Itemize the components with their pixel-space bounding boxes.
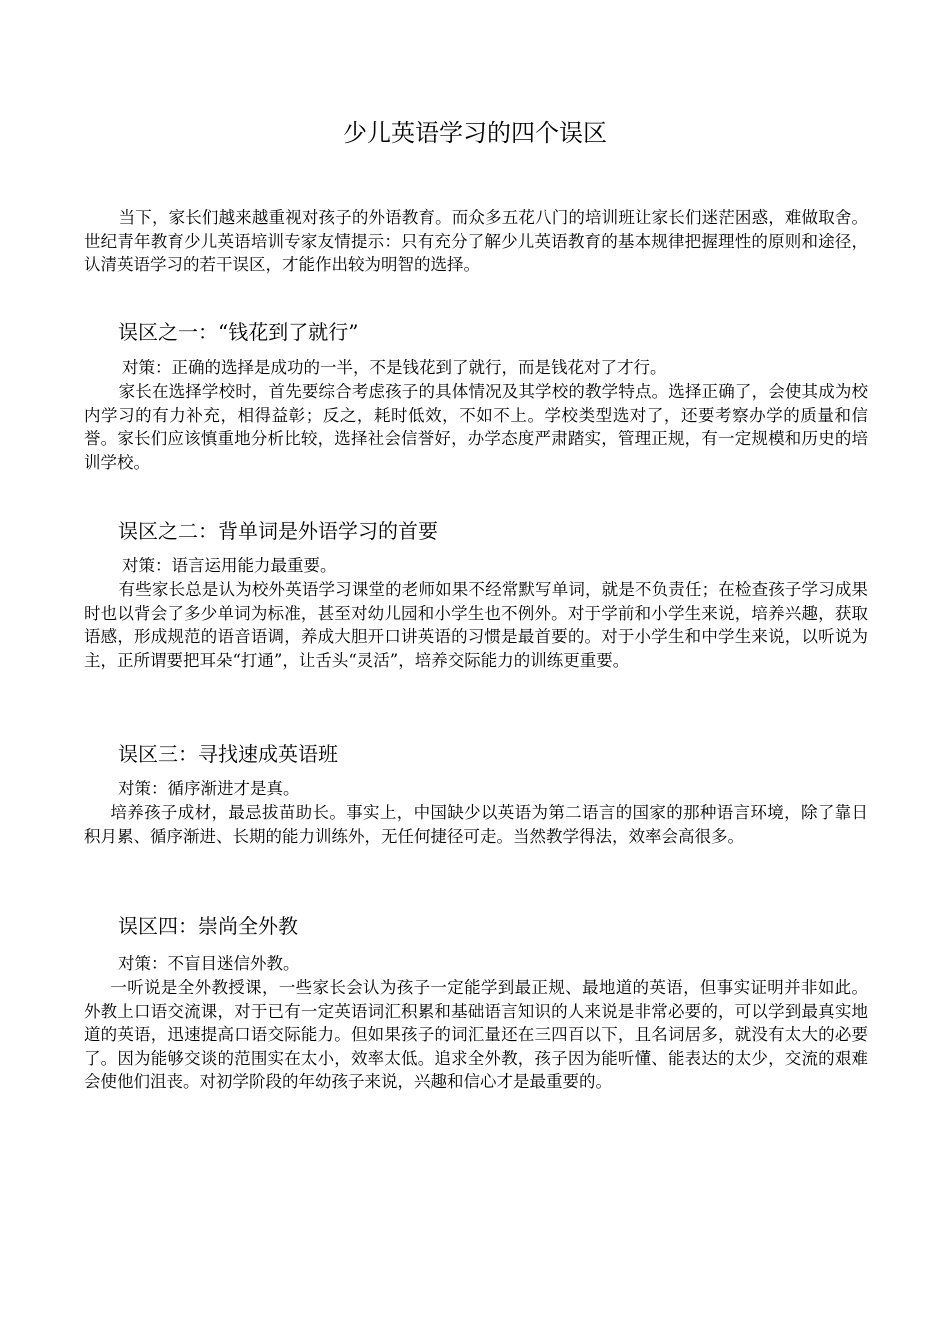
section-body-3: 培养孩子成材，最忌拔苗助长。事实上，中国缺少以英语为第二语言的国家的那种语言环境，除了靠日积月累、循序渐进、长期的能力训练外，无任何捷径可走。当然教学得法，效率会高很多。 xyxy=(84,803,868,846)
section-body-4: 一听说是全外教授课，一些家长会认为孩子一定能学到最正规、最地道的英语，但事实证明并非如此。外教上口语交流课，对于已有一定英语词汇积累和基础语言知识的人来说是非常必要的，可以学到最真实地道的英语，迅速提高口语交际能力。但如果孩子的词汇量还在三四百以下，且名词居多，就没有太大的必要了。因为能够交谈的范围实在太小，效率太低。追求全外教，孩子因为能听懂、能表达的太少，交流的艰难会使他们沮丧。对初学阶段的年幼孩子来说，兴趣和信心才是最重要的。 xyxy=(84,978,868,1091)
page-title: 少儿英语学习的四个误区 xyxy=(343,119,607,147)
countermeasure-1: 对策：正确的选择是成功的一半，不是钱花到了就行，而是钱花对了才行。 xyxy=(122,358,667,377)
section-heading-4: 误区四：崇尚全外教 xyxy=(118,914,298,938)
section-heading-1: 误区之一：“钱花到了就行” xyxy=(118,320,359,344)
countermeasure-2: 对策：语言运用能力最重要。 xyxy=(122,556,337,575)
section-body-1: 家长在选择学校时，首先要综合考虑孩子的具体情况及其学校的教学特点。选择正确了，会使其成为校内学习的有力补充，相得益彰；反之，耗时低效，不如不上。学校类型选对了，还要考察办学的质量和信誉。家长们应该慎重地分析比较，选择社会信誉好，办学态度严肃踏实，管理正规，有一定规模和历史的培训学校。 xyxy=(84,382,868,472)
intro-paragraph: 当下，家长们越来越重视对孩子的外语教育。而众多五花八门的培训班让家长们迷茫困惑，难做取舍。世纪青年教育少儿英语培训专家友情提示：只有充分了解少儿英语教育的基本规律把握理性的原则和途径，认清英语学习的若干误区，才能作出较为明智的选择。 xyxy=(84,208,868,274)
countermeasure-3: 对策：循序渐进才是真。 xyxy=(118,779,300,798)
section-heading-2: 误区之二：背单词是外语学习的首要 xyxy=(118,519,438,543)
section-body-2: 有些家长总是认为校外英语学习课堂的老师如果不经常默写单词，就是不负责任；在检查孩子学习成果时也以背会了多少单词为标准，甚至对幼儿园和小学生也不例外。对于学前和小学生来说，培养兴趣，获取语感，形成规范的语音语调，养成大胆开口讲英语的习惯是最首要的。对于小学生和中学生来说，以听说为主，正所谓要把耳朵“打通”，让舌头“灵活”，培养交际能力的训练更重要。 xyxy=(84,580,868,670)
section-heading-3: 误区三：寻找速成英语班 xyxy=(118,742,338,766)
countermeasure-4: 对策：不盲目迷信外教。 xyxy=(118,954,300,973)
